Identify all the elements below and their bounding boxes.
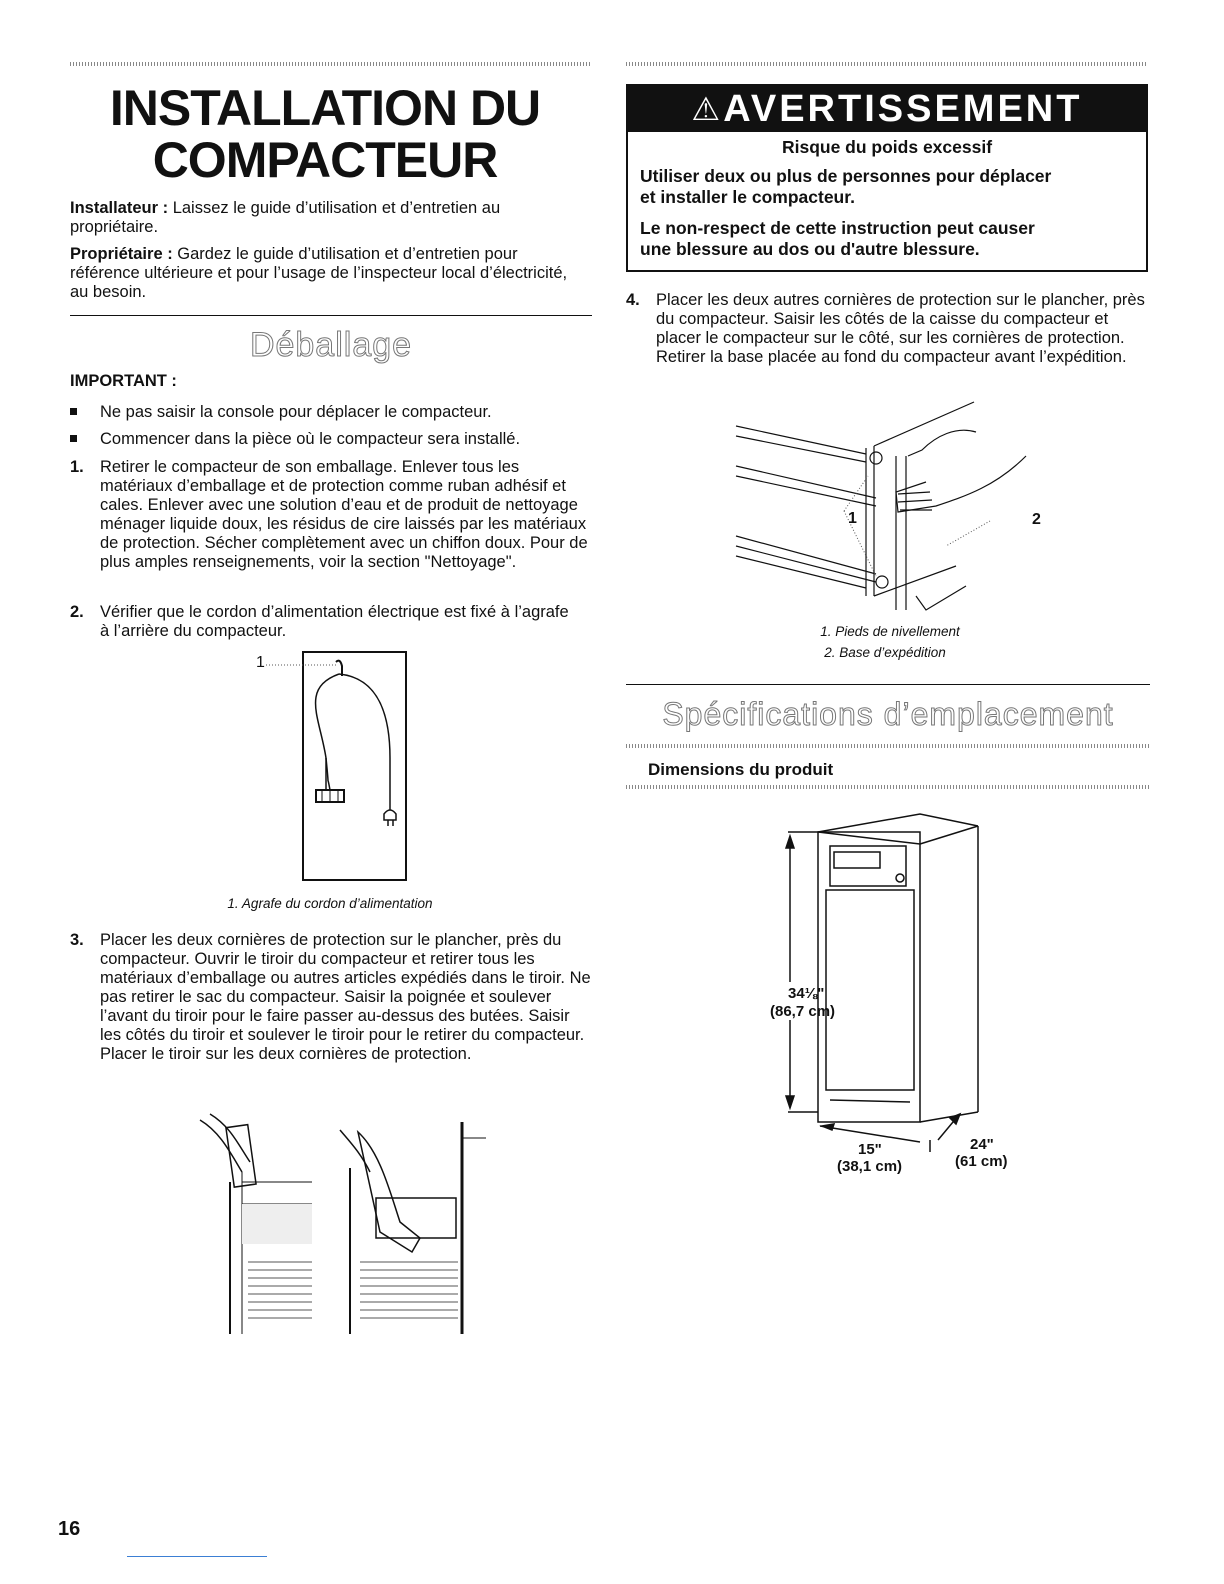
bullet-icon [70, 435, 77, 442]
height-in: 34⅛" [788, 985, 825, 1002]
compactor-on-side-illustration [726, 396, 1046, 618]
important-label: IMPORTANT : [70, 372, 177, 390]
installer-text: Laissez le guide d’utilisation et d’entretien au propriétaire. [70, 199, 501, 236]
warning-hazard: Risque du poids excessif [781, 137, 993, 157]
cord-callout: 1 [256, 654, 265, 671]
height-cm: (86,7 cm) [770, 1003, 836, 1020]
warning-top-rule [626, 62, 1148, 66]
owner-text: Gardez le guide d’utilisation et d’entretien pour référence ultérieure et pour l’usage de l’inspecteur local d’électricité, au besoin. [70, 245, 568, 301]
page-title-line1: INSTALLATION DU [109, 80, 541, 136]
warning-triangle-icon: ⚠ [691, 91, 724, 127]
warning-line: Utiliser deux ou plus de personnes pour déplacer [640, 166, 1052, 186]
cord-clip-illustration [240, 648, 420, 883]
warning-header [628, 86, 1146, 132]
depth-cm: (61 cm) [955, 1153, 1008, 1170]
top-dotted-rule [70, 62, 592, 66]
warning-title: AVERTISSEMENT [723, 88, 1083, 130]
side-caption-1: 1. Pieds de nivellement [820, 624, 960, 639]
depth-in: 24" [970, 1136, 994, 1153]
warning-line: une blessure au dos ou d'autre blessure. [640, 239, 980, 259]
unpacking-heading: Déballage [249, 326, 413, 364]
product-dimensions-subheading: Dimensions du produit [648, 760, 834, 779]
bullet-icon [70, 408, 77, 415]
location-dotted-rule [626, 744, 1150, 748]
owner-note [70, 245, 570, 302]
warning-box [626, 84, 1148, 272]
location-heading: Spécifications d’emplacement [662, 696, 1114, 732]
side-caption-2: 2. Base d’expédition [824, 645, 946, 660]
installer-label: Installateur : [70, 199, 169, 217]
subheading-dotted-rule [626, 785, 1150, 789]
width-in: 15" [858, 1141, 882, 1158]
page-title [60, 82, 590, 186]
cord-caption: 1. Agrafe du cordon d’alimentation [227, 896, 433, 911]
warning-line: Le non-respect de cette instruction peut causer [640, 218, 1035, 238]
width-cm: (38,1 cm) [837, 1158, 903, 1175]
section-divider [70, 315, 592, 316]
location-divider [626, 684, 1150, 685]
page-title-line2: COMPACTEUR [152, 132, 498, 188]
installer-note [70, 199, 570, 237]
callout-1: 1 [848, 510, 857, 527]
owner-label: Propriétaire : [70, 245, 173, 263]
callout-2: 2 [1032, 511, 1041, 528]
drawer-lift-illustration [190, 1112, 490, 1338]
footer-rule [127, 1556, 267, 1557]
warning-line: et installer le compacteur. [640, 187, 855, 207]
page-number: 16 [58, 1518, 81, 1540]
product-dimensions-illustration [760, 812, 1000, 1152]
